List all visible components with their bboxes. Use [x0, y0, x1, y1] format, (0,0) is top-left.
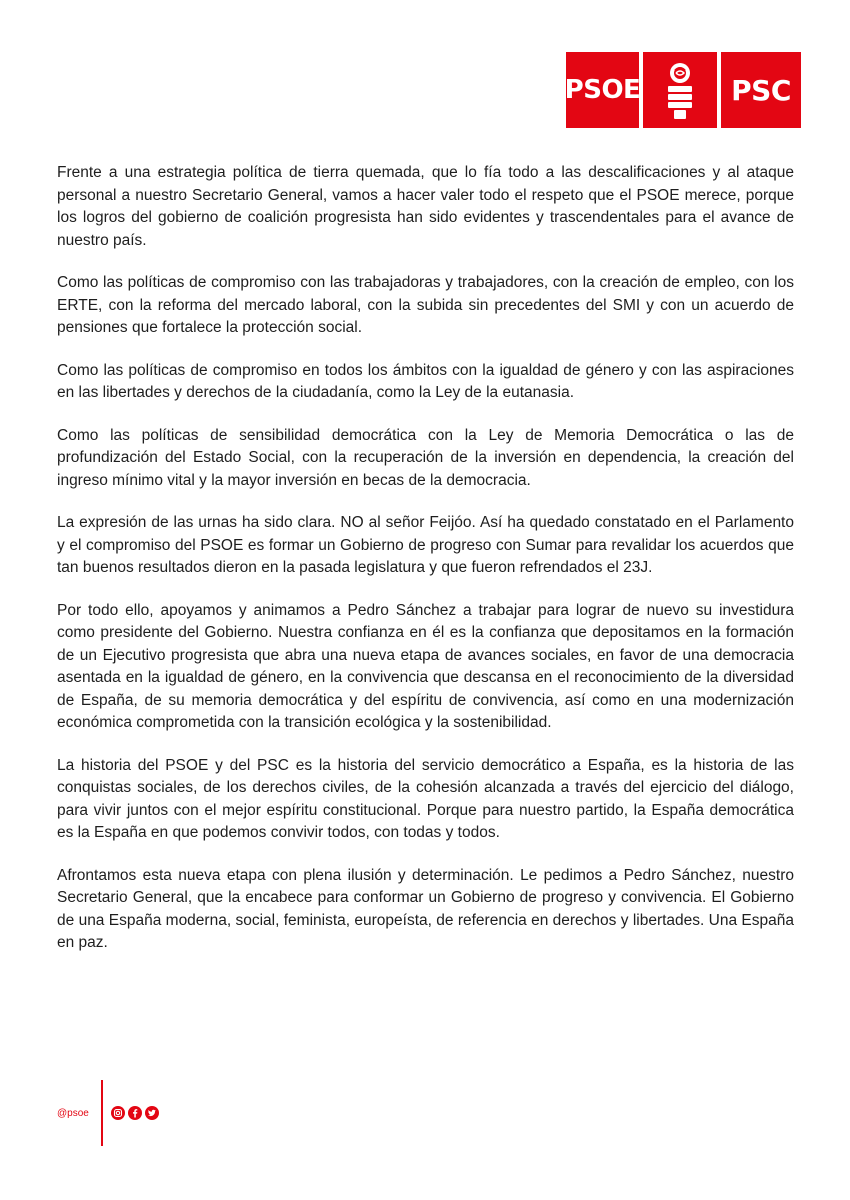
- header-logos: [566, 52, 801, 128]
- psoe-logo: PSOE: [566, 52, 639, 128]
- paragraph-6: Por todo ello, apoyamos y animamos a Pedro Sánchez a trabajar para lograr de nuevo su investidura como presidente del Gobierno. Nuestra confianza en él es la confianza que depositamos en la formación de un Ejecutivo progresista que abra una nueva etapa de avances sociales, en favor de una democracia asentada en la igualdad de género, en la convivencia que descansa en el reconocimiento de la diversidad de España, de su memoria democrática y del espíritu de convivencia, así como en una modernización económica comprometida con la transición ecológica y la sostenibilidad.: [57, 601, 794, 731]
- social-icons: [111, 1106, 159, 1120]
- psc-logo: PSC: [721, 52, 801, 128]
- footer-divider: [101, 1080, 103, 1146]
- rose-fist-logo-icon: [643, 52, 717, 128]
- paragraph-5: La expresión de las urnas ha sido clara. NO al señor Feijóo. Así ha quedado constatado en el Parlamento y el compromiso del PSOE es formar un Gobierno de progreso con Sumar para revalidar los acuerdos que tan buenos resultados dieron en la pasada legislatura y que fueron refrendados el 23J.: [57, 514, 794, 576]
- facebook-icon[interactable]: [128, 1106, 142, 1120]
- paragraph-1: Frente a una estrategia política de tierra quemada, que lo fía todo a las descalificaciones y al ataque personal a nuestro Secretario General, vamos a hacer valer todo el respeto que el PSOE merece, porque los logros del gobierno de coalición progresista han sido evidentes y trascendentales para el avance de nuestro país.: [57, 164, 794, 249]
- paragraph-7: La historia del PSOE y del PSC es la historia del servicio democrático a España, es la historia de las conquistas sociales, de los derechos civiles, de la cohesión alcanzada a través del ejercicio del diálogo, para vivir juntos con el mejor espíritu constitucional. Porque para nuestro partido, la España democrática es la España en que podemos convivir todos, con todas y todos.: [57, 756, 794, 841]
- paragraph-3: Como las políticas de compromiso en todos los ámbitos con la igualdad de género y con las aspiraciones en las libertades y derechos de la ciudadanía, como la Ley de la eutanasia.: [57, 361, 794, 401]
- instagram-icon[interactable]: [111, 1106, 125, 1120]
- twitter-icon[interactable]: [145, 1106, 159, 1120]
- statement-body: [57, 162, 794, 975]
- paragraph-8: Afrontamos esta nueva etapa con plena ilusión y determinación. Le pedimos a Pedro Sánchez, nuestro Secretario General, que la encabece para conformar un Gobierno de progreso y convivencia. El Gobierno de una España moderna, social, feminista, europeísta, de referencia en derechos y libertades. Una España en paz.: [57, 866, 794, 951]
- social-handle[interactable]: @psoe: [57, 1107, 89, 1119]
- paragraph-4: Como las políticas de sensibilidad democrática con la Ley de Memoria Democrática o las de profundización del Estado Social, con la recuperación de la inversión en dependencia, la creación del ingreso mínimo vital y la mayor inversión en becas de la democracia.: [57, 426, 794, 489]
- footer: [57, 1080, 159, 1146]
- paragraph-2: Como las políticas de compromiso con las trabajadoras y trabajadores, con la creación de empleo, con los ERTE, con la reforma del mercado laboral, con la subida sin precedentes del SMI y con un acuerdo de pensiones que fortalece la protección social.: [57, 274, 794, 336]
